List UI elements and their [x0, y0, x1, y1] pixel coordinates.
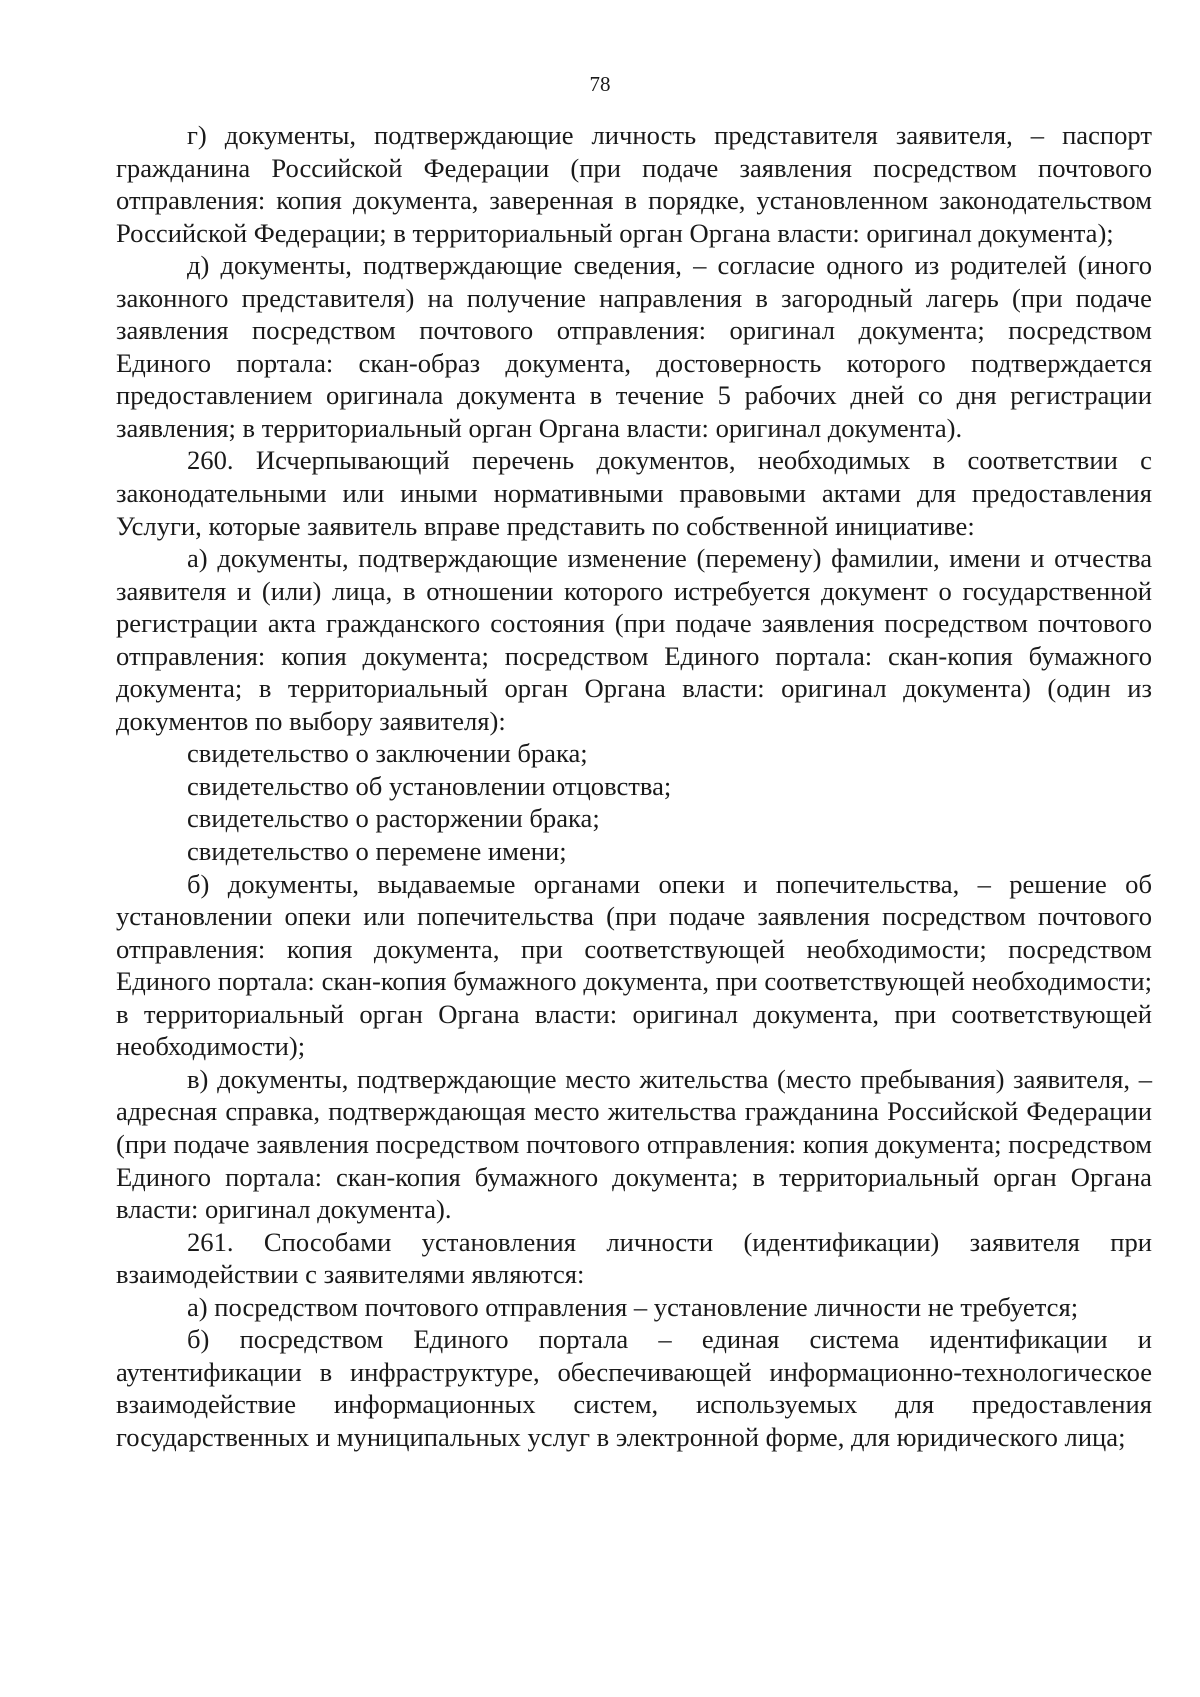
page-number: 78	[589, 72, 611, 96]
paragraph-representative-identity-documents: г) документы, подтверждающие личность представителя заявителя, – паспорт гражданина Российской Федерации (при подаче заявления посредством почтового отправления: копия документа, заверенная в порядке, установленном законодательством Российской Федерации; в территориальный орган Органа власти: оригинал документа);	[116, 120, 1152, 248]
paragraph-261-identification-methods: 261. Способами установления личности (идентификации) заявителя при взаимодействии с заявителями являются:	[116, 1226, 1152, 1290]
paragraph-parent-consent-documents: д) документы, подтверждающие сведения, – согласие одного из родителей (иного законного представителя) на получение направления в загородный лагерь (при подаче заявления посредством почтового отправления: оригинал документа; посредством Единого портала: скан-образ документа, достоверность которого подтверждается предоставлением оригинала документа в течение 5 рабочих дней со дня регистрации заявления; в территориальный орган Органа власти: оригинал документа).	[116, 250, 1152, 443]
list-item-divorce-certificate: свидетельство о расторжении брака;	[187, 803, 600, 834]
paragraph-residence-documents: в) документы, подтверждающие место жительства (место пребывания) заявителя, – адресная справка, подтверждающая место жительства гражданина Российской Федерации (при подаче заявления посредством почтового отправления: копия документа; посредством Единого портала: скан-копия бумажного документа; в территориальный орган Органа власти: оригинал документа).	[116, 1063, 1152, 1225]
document-body	[116, 119, 1152, 1453]
paragraph-guardianship-documents: б) документы, выдаваемые органами опеки и попечительства, – решение об установлении опеки или попечительства (при подаче заявления посредством почтового отправления: копия документа, при соответствующей необходимости; посредством Единого портала: скан-копия бумажного документа, при соответствующей необходимости; в территориальный орган Органа власти: оригинал документа, при соответствующей необходимости);	[116, 868, 1152, 1062]
list-item-marriage-certificate: свидетельство о заключении брака;	[187, 738, 588, 769]
list-item-name-change-certificate: свидетельство о перемене имени;	[187, 836, 567, 867]
paragraph-postal-identification: а) посредством почтового отправления – установление личности не требуется;	[187, 1291, 1079, 1322]
paragraph-260-optional-documents-list: 260. Исчерпывающий перечень документов, необходимых в соответствии с законодательными или иными нормативными правовыми актами для предоставления Услуги, которые заявитель вправе представить по собственной инициативе:	[116, 445, 1152, 541]
paragraph-name-change-documents: а) документы, подтверждающие изменение (перемену) фамилии, имени и отчества заявителя и (или) лица, в отношении которого истребуется документ о государственной регистрации акта гражданского состояния (при подаче заявления посредством почтового отправления: копия документа; посредством Единого портала: скан-копия бумажного документа; в территориальный орган Органа власти: оригинал документа) (один из документов по выбору заявителя):	[116, 543, 1152, 736]
paragraph-portal-identification: б) посредством Единого портала – единая система идентификации и аутентификации в инфраструктуре, обеспечивающей информационно-технологическое взаимодействие информационных систем, используемых для предоставления государственных и муниципальных услуг в электронной форме, для юридического лица;	[116, 1324, 1152, 1452]
list-item-paternity-certificate: свидетельство об установлении отцовства;	[187, 770, 672, 801]
